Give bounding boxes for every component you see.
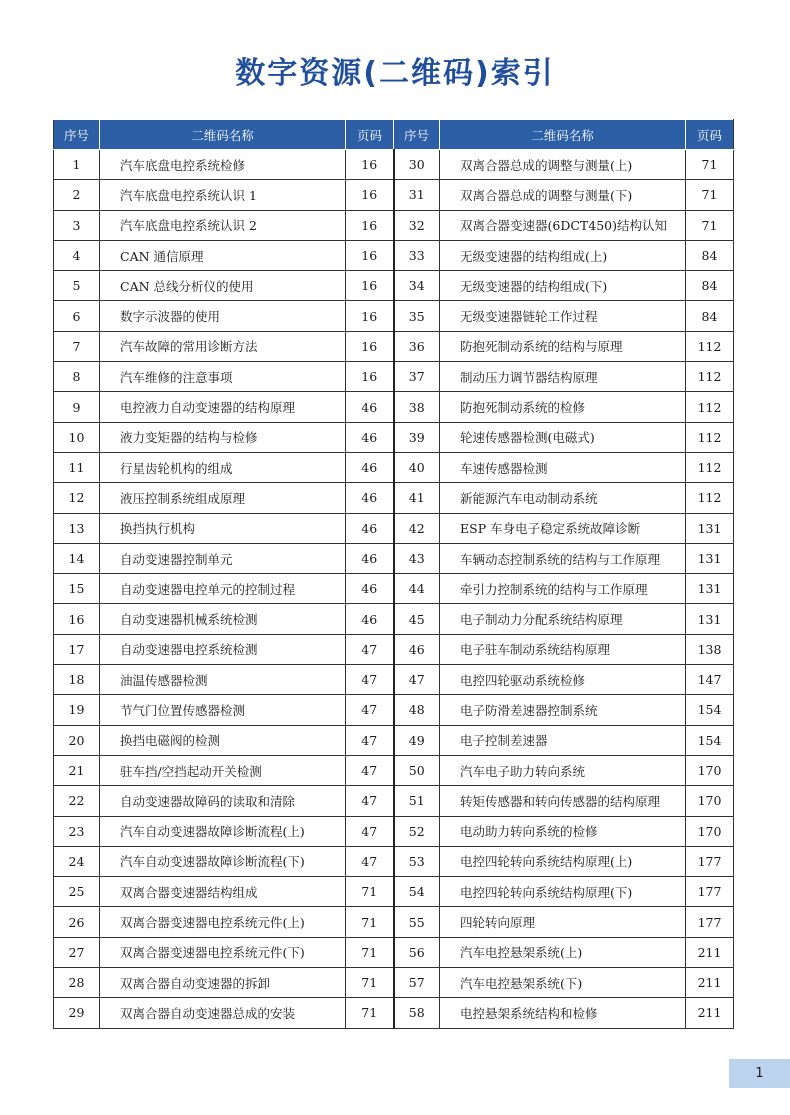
row-no-cell: 8: [54, 362, 100, 392]
row-no-cell: 35: [394, 301, 440, 331]
table-row: [54, 907, 734, 937]
row-page-cell: 46: [346, 483, 394, 513]
table-row: [54, 240, 734, 270]
row-no-cell: 31: [394, 180, 440, 210]
row-no-cell: 14: [54, 543, 100, 573]
row-no-cell: 51: [394, 786, 440, 816]
row-name-cell: 电控悬架系统结构和检修: [440, 998, 686, 1028]
page-number: 1: [729, 1059, 790, 1088]
table-row: [54, 331, 734, 361]
table-row: [54, 937, 734, 967]
row-page-cell: 131: [686, 574, 734, 604]
row-no-cell: 22: [54, 786, 100, 816]
table-row: [54, 604, 734, 634]
row-no-cell: 49: [394, 725, 440, 755]
row-page-cell: 71: [686, 210, 734, 240]
row-page-cell: 16: [346, 362, 394, 392]
row-page-cell: 47: [346, 786, 394, 816]
row-no-cell: 28: [54, 968, 100, 998]
row-name-cell: 液力变矩器的结构与检修: [100, 422, 346, 452]
table-body: [54, 150, 734, 1029]
row-page-cell: 71: [346, 937, 394, 967]
row-name-cell: CAN 通信原理: [100, 240, 346, 270]
row-no-cell: 40: [394, 452, 440, 482]
table-row: [54, 725, 734, 755]
row-no-cell: 53: [394, 846, 440, 876]
row-page-cell: 71: [346, 877, 394, 907]
row-name-cell: 自动变速器故障码的读取和清除: [100, 786, 346, 816]
row-page-cell: 46: [346, 543, 394, 573]
row-no-cell: 52: [394, 816, 440, 846]
qr-index-table: [53, 119, 734, 1029]
table-row: [54, 362, 734, 392]
row-name-cell: 双离合器变速器电控系统元件(上): [100, 907, 346, 937]
row-page-cell: 47: [346, 755, 394, 785]
row-page-cell: 46: [346, 422, 394, 452]
row-name-cell: 汽车故障的常用诊断方法: [100, 331, 346, 361]
row-no-cell: 27: [54, 937, 100, 967]
row-no-cell: 44: [394, 574, 440, 604]
row-name-cell: 油温传感器检测: [100, 665, 346, 695]
table-row: [54, 998, 734, 1028]
row-page-cell: 16: [346, 301, 394, 331]
header-name-left: 二维码名称: [100, 120, 346, 150]
row-page-cell: 46: [346, 452, 394, 482]
row-page-cell: 47: [346, 725, 394, 755]
row-page-cell: 177: [686, 877, 734, 907]
table-row: [54, 755, 734, 785]
table-row: [54, 634, 734, 664]
row-name-cell: 双离合器总成的调整与测量(上): [440, 150, 686, 180]
row-page-cell: 47: [346, 846, 394, 876]
row-name-cell: 电控四轮转向系统结构原理(下): [440, 877, 686, 907]
row-no-cell: 57: [394, 968, 440, 998]
header-page-right: 页码: [686, 120, 734, 150]
row-name-cell: 双离合器自动变速器总成的安装: [100, 998, 346, 1028]
row-name-cell: 新能源汽车电动制动系统: [440, 483, 686, 513]
page-title: 数字资源(二维码)索引: [235, 56, 555, 91]
row-page-cell: 71: [346, 968, 394, 998]
row-name-cell: 电子驻车制动系统结构原理: [440, 634, 686, 664]
row-no-cell: 12: [54, 483, 100, 513]
row-page-cell: 47: [346, 816, 394, 846]
row-name-cell: 轮速传感器检测(电磁式): [440, 422, 686, 452]
row-no-cell: 9: [54, 392, 100, 422]
row-no-cell: 15: [54, 574, 100, 604]
row-page-cell: 16: [346, 331, 394, 361]
table-row: [54, 422, 734, 452]
row-name-cell: 自动变速器电控系统检测: [100, 634, 346, 664]
row-name-cell: CAN 总线分析仪的使用: [100, 271, 346, 301]
header-no-right: 序号: [394, 120, 440, 150]
table-header-row: [54, 120, 734, 150]
row-page-cell: 147: [686, 665, 734, 695]
row-page-cell: 47: [346, 695, 394, 725]
row-page-cell: 16: [346, 240, 394, 270]
row-name-cell: 自动变速器电控单元的控制过程: [100, 574, 346, 604]
row-name-cell: 四轮转向原理: [440, 907, 686, 937]
row-page-cell: 112: [686, 452, 734, 482]
row-name-cell: 汽车底盘电控系统检修: [100, 150, 346, 180]
row-name-cell: 防抱死制动系统的检修: [440, 392, 686, 422]
row-name-cell: 电控四轮驱动系统检修: [440, 665, 686, 695]
row-name-cell: 汽车电控悬架系统(下): [440, 968, 686, 998]
row-no-cell: 50: [394, 755, 440, 785]
row-name-cell: 数字示波器的使用: [100, 301, 346, 331]
table-row: [54, 665, 734, 695]
row-no-cell: 46: [394, 634, 440, 664]
row-page-cell: 211: [686, 937, 734, 967]
table-row: [54, 877, 734, 907]
row-name-cell: 双离合器变速器电控系统元件(下): [100, 937, 346, 967]
row-name-cell: 无级变速器的结构组成(上): [440, 240, 686, 270]
row-name-cell: 电子控制差速器: [440, 725, 686, 755]
row-page-cell: 71: [686, 150, 734, 180]
row-no-cell: 41: [394, 483, 440, 513]
row-page-cell: 154: [686, 725, 734, 755]
row-no-cell: 37: [394, 362, 440, 392]
row-name-cell: 无级变速器的结构组成(下): [440, 271, 686, 301]
row-name-cell: 电控液力自动变速器的结构原理: [100, 392, 346, 422]
row-page-cell: 16: [346, 271, 394, 301]
row-page-cell: 131: [686, 513, 734, 543]
row-page-cell: 46: [346, 604, 394, 634]
row-page-cell: 170: [686, 816, 734, 846]
row-name-cell: 液压控制系统组成原理: [100, 483, 346, 513]
row-name-cell: 车辆动态控制系统的结构与工作原理: [440, 543, 686, 573]
table-row: [54, 786, 734, 816]
row-page-cell: 112: [686, 392, 734, 422]
row-page-cell: 16: [346, 150, 394, 180]
row-name-cell: 双离合器总成的调整与测量(下): [440, 180, 686, 210]
row-page-cell: 170: [686, 786, 734, 816]
table-row: [54, 210, 734, 240]
row-no-cell: 3: [54, 210, 100, 240]
row-no-cell: 54: [394, 877, 440, 907]
row-no-cell: 7: [54, 331, 100, 361]
row-no-cell: 13: [54, 513, 100, 543]
row-no-cell: 11: [54, 452, 100, 482]
row-no-cell: 6: [54, 301, 100, 331]
row-no-cell: 26: [54, 907, 100, 937]
row-page-cell: 16: [346, 180, 394, 210]
row-page-cell: 16: [346, 210, 394, 240]
row-no-cell: 29: [54, 998, 100, 1028]
row-name-cell: 换挡执行机构: [100, 513, 346, 543]
row-name-cell: 双离合器变速器结构组成: [100, 877, 346, 907]
table-row: [54, 392, 734, 422]
row-page-cell: 177: [686, 907, 734, 937]
row-no-cell: 25: [54, 877, 100, 907]
row-name-cell: 自动变速器机械系统检测: [100, 604, 346, 634]
row-page-cell: 71: [686, 180, 734, 210]
table-row: [54, 452, 734, 482]
row-name-cell: 车速传感器检测: [440, 452, 686, 482]
table-row: [54, 846, 734, 876]
row-page-cell: 131: [686, 543, 734, 573]
row-no-cell: 24: [54, 846, 100, 876]
row-page-cell: 112: [686, 362, 734, 392]
row-no-cell: 18: [54, 665, 100, 695]
row-no-cell: 38: [394, 392, 440, 422]
row-page-cell: 138: [686, 634, 734, 664]
row-no-cell: 56: [394, 937, 440, 967]
row-name-cell: 防抱死制动系统的结构与原理: [440, 331, 686, 361]
row-name-cell: ESP 车身电子稳定系统故障诊断: [440, 513, 686, 543]
row-page-cell: 112: [686, 331, 734, 361]
row-name-cell: 自动变速器控制单元: [100, 543, 346, 573]
row-no-cell: 10: [54, 422, 100, 452]
row-no-cell: 47: [394, 665, 440, 695]
row-page-cell: 46: [346, 513, 394, 543]
row-name-cell: 节气门位置传感器检测: [100, 695, 346, 725]
row-name-cell: 汽车底盘电控系统认识 1: [100, 180, 346, 210]
row-no-cell: 43: [394, 543, 440, 573]
row-name-cell: 行星齿轮机构的组成: [100, 452, 346, 482]
row-no-cell: 39: [394, 422, 440, 452]
row-name-cell: 无级变速器链轮工作过程: [440, 301, 686, 331]
table-row: [54, 180, 734, 210]
table-row: [54, 271, 734, 301]
row-name-cell: 转矩传感器和转向传感器的结构原理: [440, 786, 686, 816]
row-page-cell: 46: [346, 574, 394, 604]
row-no-cell: 33: [394, 240, 440, 270]
row-no-cell: 23: [54, 816, 100, 846]
row-no-cell: 36: [394, 331, 440, 361]
row-no-cell: 4: [54, 240, 100, 270]
row-no-cell: 32: [394, 210, 440, 240]
row-no-cell: 2: [54, 180, 100, 210]
row-name-cell: 电控四轮转向系统结构原理(上): [440, 846, 686, 876]
row-page-cell: 211: [686, 998, 734, 1028]
row-name-cell: 汽车电子助力转向系统: [440, 755, 686, 785]
row-name-cell: 电子制动力分配系统结构原理: [440, 604, 686, 634]
row-no-cell: 42: [394, 513, 440, 543]
row-page-cell: 170: [686, 755, 734, 785]
row-page-cell: 47: [346, 634, 394, 664]
row-name-cell: 电动助力转向系统的检修: [440, 816, 686, 846]
row-no-cell: 58: [394, 998, 440, 1028]
row-name-cell: 汽车底盘电控系统认识 2: [100, 210, 346, 240]
row-no-cell: 34: [394, 271, 440, 301]
row-no-cell: 1: [54, 150, 100, 180]
row-name-cell: 汽车电控悬架系统(上): [440, 937, 686, 967]
row-page-cell: 47: [346, 665, 394, 695]
row-no-cell: 20: [54, 725, 100, 755]
row-page-cell: 71: [346, 998, 394, 1028]
row-name-cell: 牵引力控制系统的结构与工作原理: [440, 574, 686, 604]
row-page-cell: 112: [686, 483, 734, 513]
table-row: [54, 513, 734, 543]
row-no-cell: 55: [394, 907, 440, 937]
table-row: [54, 483, 734, 513]
row-no-cell: 45: [394, 604, 440, 634]
row-name-cell: 汽车自动变速器故障诊断流程(下): [100, 846, 346, 876]
table-row: [54, 301, 734, 331]
row-name-cell: 电子防滑差速器控制系统: [440, 695, 686, 725]
table-row: [54, 150, 734, 180]
table-row: [54, 968, 734, 998]
row-page-cell: 211: [686, 968, 734, 998]
table-row: [54, 574, 734, 604]
table-row: [54, 695, 734, 725]
header-page-left: 页码: [346, 120, 394, 150]
row-no-cell: 19: [54, 695, 100, 725]
row-no-cell: 16: [54, 604, 100, 634]
row-name-cell: 汽车自动变速器故障诊断流程(上): [100, 816, 346, 846]
row-no-cell: 17: [54, 634, 100, 664]
row-page-cell: 71: [346, 907, 394, 937]
row-no-cell: 30: [394, 150, 440, 180]
row-page-cell: 84: [686, 271, 734, 301]
table-row: [54, 816, 734, 846]
header-no-left: 序号: [54, 120, 100, 150]
row-name-cell: 双离合器变速器(6DCT450)结构认知: [440, 210, 686, 240]
row-name-cell: 换挡电磁阀的检测: [100, 725, 346, 755]
row-page-cell: 84: [686, 301, 734, 331]
row-name-cell: 双离合器自动变速器的拆卸: [100, 968, 346, 998]
row-name-cell: 驻车挡/空挡起动开关检测: [100, 755, 346, 785]
row-page-cell: 177: [686, 846, 734, 876]
row-no-cell: 5: [54, 271, 100, 301]
header-name-right: 二维码名称: [440, 120, 686, 150]
row-name-cell: 制动压力调节器结构原理: [440, 362, 686, 392]
table-row: [54, 543, 734, 573]
row-page-cell: 112: [686, 422, 734, 452]
row-page-cell: 131: [686, 604, 734, 634]
row-name-cell: 汽车维修的注意事项: [100, 362, 346, 392]
row-page-cell: 154: [686, 695, 734, 725]
row-no-cell: 21: [54, 755, 100, 785]
row-no-cell: 48: [394, 695, 440, 725]
row-page-cell: 84: [686, 240, 734, 270]
row-page-cell: 46: [346, 392, 394, 422]
